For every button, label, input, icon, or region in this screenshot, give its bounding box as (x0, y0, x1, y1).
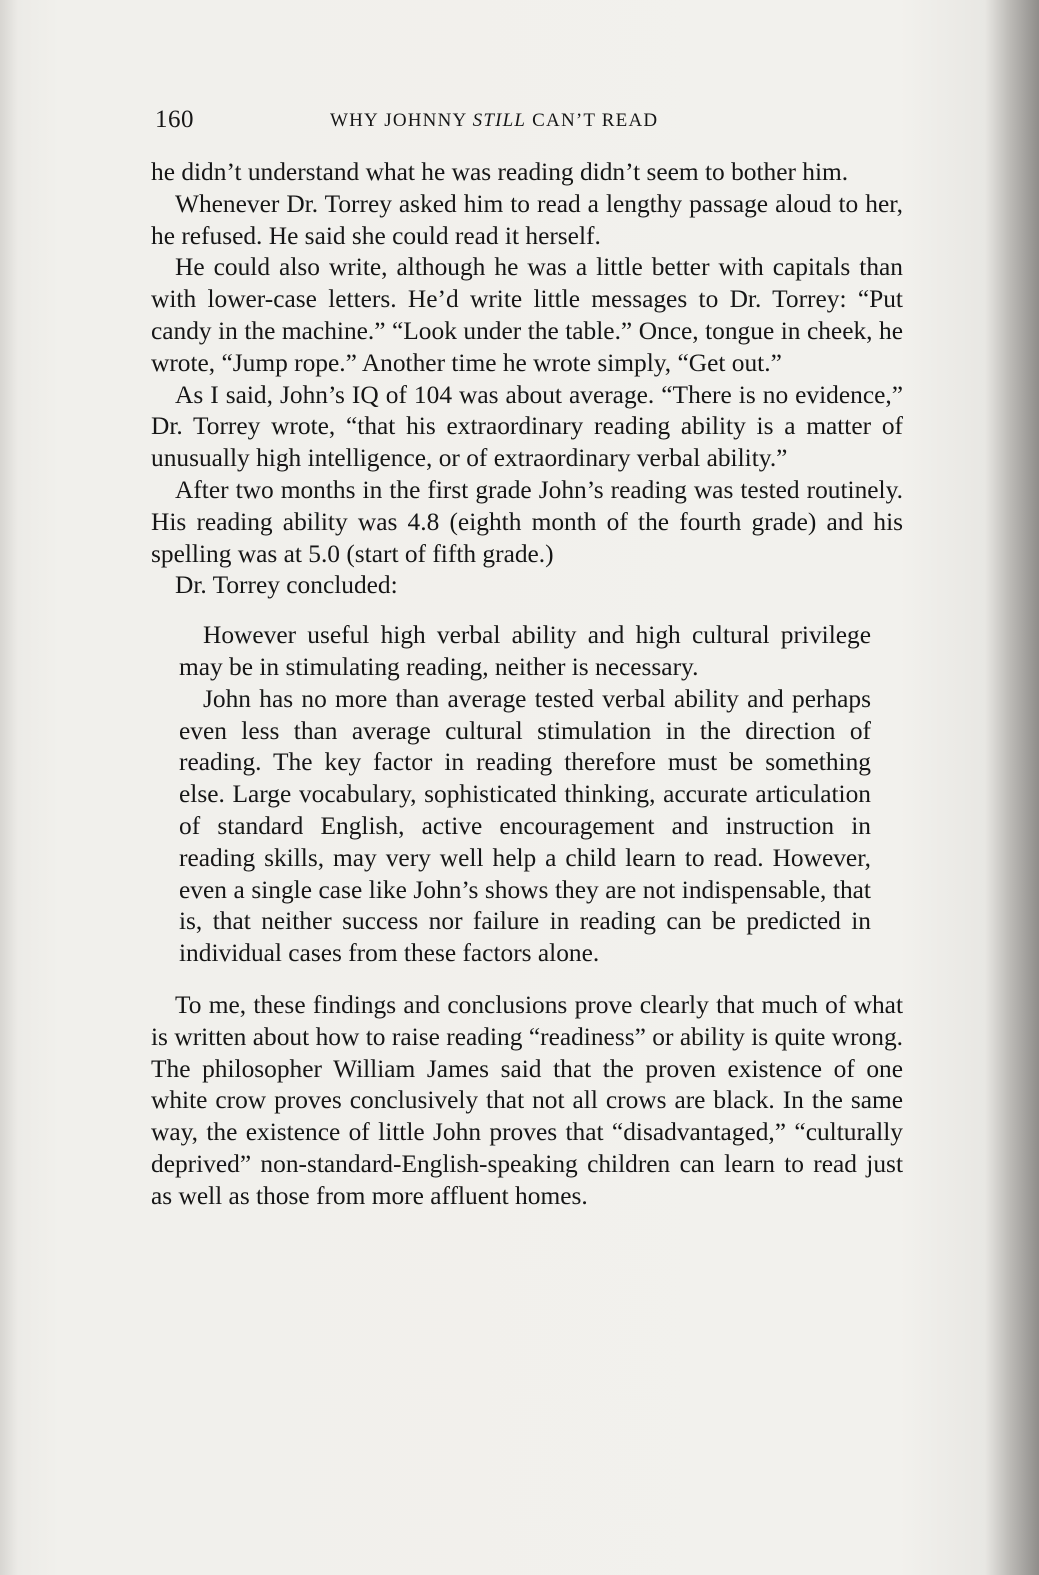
paragraph: As I said, John’s IQ of 104 was about average. “There is no evidence,” Dr. Torrey wrote, “that his extraordinary reading ability is a matter of unusually high intelligence, or of extraordinary verbal ability.” (151, 380, 903, 473)
paragraph: He could also write, although he was a little better with capitals than with lower-case letters. He’d write little messages to Dr. Torrey: “Put candy in the machine.” “Look under the table.” Once, tongue in cheek, he wrote, “Jump rope.” Another time he wrote simply, “Get out.” (151, 253, 903, 377)
page-number: 160 (155, 106, 194, 133)
paragraph: Whenever Dr. Torrey asked him to read a lengthy passage aloud to her, he refused. He said she could read it herself. (151, 189, 903, 250)
body-text (151, 157, 903, 1213)
running-title-italic: STILL (472, 110, 527, 131)
running-title-part2: CAN’T READ (526, 110, 659, 131)
paragraph: Dr. Torrey concluded: (175, 571, 398, 600)
block-quote (179, 620, 871, 970)
running-title (330, 110, 658, 132)
paragraph: After two months in the first grade John’s reading was tested routinely. His reading ability was 4.8 (eighth month of the fourth grade) and his spelling was at 5.0 (start of fifth grade.) (151, 475, 903, 568)
quote-paragraph: However useful high verbal ability and high cultural privilege may be in stimulating reading, neither is necessary. (179, 621, 871, 681)
paragraph: he didn’t understand what he was reading didn’t seem to bother him. (151, 158, 849, 186)
page-header (155, 106, 905, 140)
running-title-part1: WHY JOHNNY (330, 110, 473, 131)
closing-paragraph: To me, these findings and conclusions prove clearly that much of what is written about how to raise reading “readiness” or ability is quite wrong. The philosopher William James said that the proven existence of one white crow proves conclusively that not all crows are black. In the same way, the existence of little John proves that “disadvantaged,” “culturally deprived” non-standard-English-speaking children can learn to read just as well as those from more affluent homes. (151, 990, 903, 1210)
quote-paragraph: John has no more than average tested verbal ability and perhaps even less than average cultural stimulation in the direction of reading. The key factor in reading therefore must be something else. Large vocabulary, sophisticated thinking, accurate articulation of standard English, active encouragement and instruction in reading skills, may very well help a child learn to read. However, even a single case like John’s shows they are not indispensable, that is, that neither success nor failure in reading can be predicted in individual cases from these factors alone. (179, 684, 871, 968)
